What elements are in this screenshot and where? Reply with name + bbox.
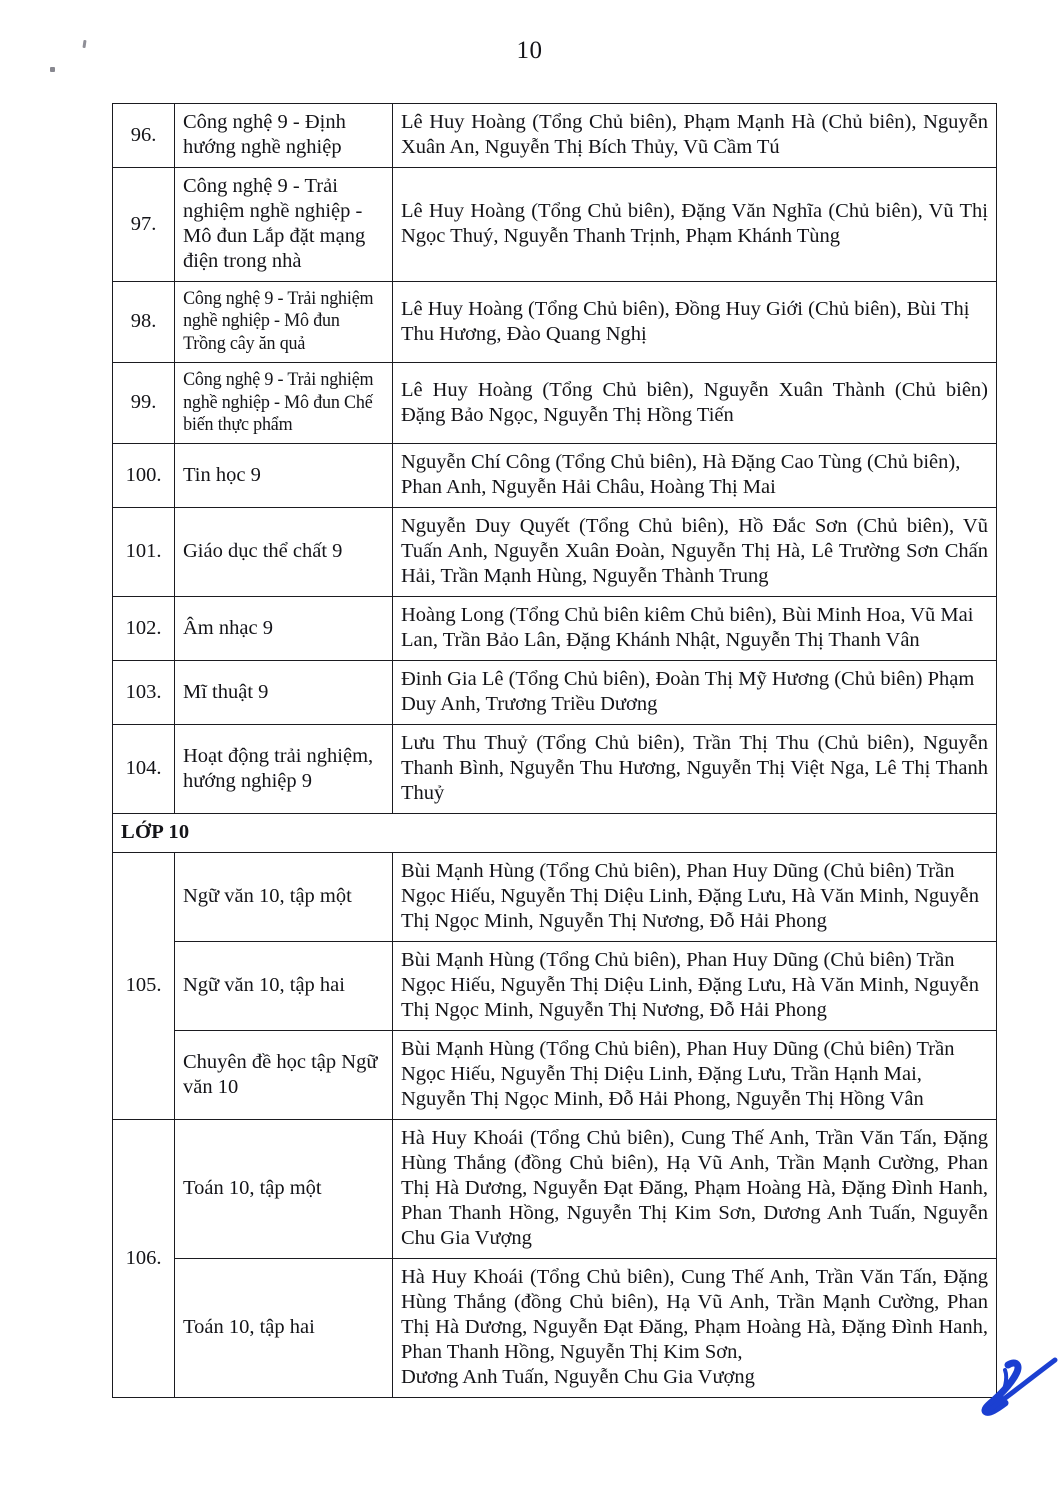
author-list-line: Hà Huy Khoái (Tổng Chủ biên), Cung Thế Anh, Trần Văn Tấn, Đặng Hùng Thắng (đồng Chủ biên), Hạ Vũ Anh, Trần Mạnh Cường, Phan Thị Hà Dương, Nguyễn Đạt Đăng, Phạm Hoàng Hà, Đặng Đình Hanh, Phan Thanh Hồng, Nguyễn Thị Kim Sơn, <box>401 1266 988 1364</box>
table-row <box>113 1120 997 1259</box>
table-row <box>113 1031 997 1120</box>
row-number: 100. <box>113 444 175 508</box>
table-row <box>113 942 997 1031</box>
table-row <box>113 168 997 282</box>
author-list: Lê Huy Hoàng (Tổng Chủ biên), Phạm Mạnh Hà (Chủ biên), Nguyễn Xuân An, Nguyễn Thị Bích Thủy, Vũ Cầm Tú <box>393 104 997 168</box>
book-title: Hoạt động trải nghiệm, hướng nghiệp 9 <box>175 725 393 814</box>
book-title: Công nghệ 9 - Trải nghiệm nghề nghiệp - Mô đun Trồng cây ăn quả <box>175 282 382 363</box>
group-heading-row <box>113 814 997 853</box>
book-title: Công nghệ 9 - Trải nghiệm nghề nghiệp - Mô đun Chế biến thực phẩm <box>175 363 382 444</box>
table-row <box>113 1259 997 1398</box>
book-title: Ngữ văn 10, tập hai <box>175 942 393 1031</box>
book-title: Mĩ thuật 9 <box>175 661 393 725</box>
row-number: 102. <box>113 597 175 661</box>
author-list: Đinh Gia Lê (Tổng Chủ biên), Đoàn Thị Mỹ Hương (Chủ biên) Phạm Duy Anh, Trương Triều Dương <box>393 661 997 725</box>
author-list: Nguyễn Chí Công (Tổng Chủ biên), Hà Đặng Cao Tùng (Chủ biên), Phan Anh, Nguyễn Hải Châu, Hoàng Thị Mai <box>393 444 997 508</box>
book-title: Chuyên đề học tập Ngữ văn 10 <box>175 1031 393 1120</box>
author-list: Lê Huy Hoàng (Tổng Chủ biên), Đồng Huy Giới (Chủ biên), Bùi Thị Thu Hương, Đào Quang Nghị <box>393 282 997 363</box>
row-number: 101. <box>113 508 175 597</box>
table-row <box>113 725 997 814</box>
author-list <box>393 1259 997 1398</box>
scan-speck <box>50 67 55 72</box>
row-number: 99. <box>113 363 175 444</box>
author-list: Lưu Thu Thuỷ (Tổng Chủ biên), Trần Thị Thu (Chủ biên), Nguyễn Thanh Bình, Nguyễn Thu Hương, Nguyễn Thị Việt Nga, Lê Thị Thanh Thuỷ <box>393 725 997 814</box>
textbook-list-table-wrapper <box>112 103 996 1398</box>
page-number: 10 <box>516 37 543 64</box>
book-title: Công nghệ 9 - Trải nghiệm nghề nghiệp - Mô đun Lắp đặt mạng điện trong nhà <box>175 168 393 282</box>
author-list: Hà Huy Khoái (Tổng Chủ biên), Cung Thế Anh, Trần Văn Tấn, Đặng Hùng Thắng (đồng Chủ biên), Hạ Vũ Anh, Trần Mạnh Cường, Phan Thị Hà Dương, Nguyễn Đạt Đăng, Phạm Hoàng Hà, Đặng Đình Hanh, Phan Thanh Hồng, Nguyễn Thị Kim Sơn, Dương Anh Tuấn, Nguyễn Chu Gia Vượng <box>393 1120 997 1259</box>
row-number: 97. <box>113 168 175 282</box>
book-title: Tin học 9 <box>175 444 393 508</box>
table-row <box>113 508 997 597</box>
book-title: Toán 10, tập hai <box>175 1259 393 1398</box>
author-list: Bùi Mạnh Hùng (Tổng Chủ biên), Phan Huy Dũng (Chủ biên) Trần Ngọc Hiếu, Nguyễn Thị Diệu Linh, Đặng Lưu, Hà Văn Minh, Nguyễn Thị Ngọc Minh, Nguyễn Thị Nương, Đỗ Hải Phong <box>393 942 997 1031</box>
table-row <box>113 104 997 168</box>
row-number: 104. <box>113 725 175 814</box>
author-list: Bùi Mạnh Hùng (Tổng Chủ biên), Phan Huy Dũng (Chủ biên) Trần Ngọc Hiếu, Nguyễn Thị Diệu Linh, Đặng Lưu, Hà Văn Minh, Nguyễn Thị Ngọc Minh, Nguyễn Thị Nương, Đỗ Hải Phong <box>393 853 997 942</box>
author-list: Lê Huy Hoàng (Tổng Chủ biên), Nguyễn Xuân Thành (Chủ biên) Đặng Bảo Ngọc, Nguyễn Thị Hồng Tiến <box>393 363 997 444</box>
table-row <box>113 444 997 508</box>
author-list: Hoàng Long (Tổng Chủ biên kiêm Chủ biên), Bùi Minh Hoa, Vũ Mai Lan, Trần Bảo Lân, Đặng Khánh Nhật, Nguyễn Thị Thanh Vân <box>393 597 997 661</box>
book-title: Giáo dục thể chất 9 <box>175 508 393 597</box>
table-row <box>113 661 997 725</box>
row-number: 103. <box>113 661 175 725</box>
book-title: Toán 10, tập một <box>175 1120 393 1259</box>
group-heading: LỚP 10 <box>113 814 997 853</box>
author-list: Lê Huy Hoàng (Tổng Chủ biên), Đặng Văn Nghĩa (Chủ biên), Vũ Thị Ngọc Thuý, Nguyễn Thanh Trịnh, Phạm Khánh Tùng <box>393 168 997 282</box>
table-row <box>113 363 997 444</box>
row-number: 106. <box>113 1120 175 1398</box>
table-row <box>113 597 997 661</box>
author-list-line: Dương Anh Tuấn, Nguyễn Chu Gia Vượng <box>401 1366 755 1389</box>
row-number: 96. <box>113 104 175 168</box>
book-title: Ngữ văn 10, tập một <box>175 853 393 942</box>
table-row <box>113 853 997 942</box>
book-title: Công nghệ 9 - Định hướng nghề nghiệp <box>175 104 393 168</box>
author-list: Bùi Mạnh Hùng (Tổng Chủ biên), Phan Huy Dũng (Chủ biên) Trần Ngọc Hiếu, Nguyễn Thị Diệu Linh, Đặng Lưu, Trần Hạnh Mai, Nguyễn Thị Ngọc Minh, Đỗ Hải Phong, Nguyễn Thị Hồng Vân <box>393 1031 997 1120</box>
row-number: 98. <box>113 282 175 363</box>
book-title: Âm nhạc 9 <box>175 597 393 661</box>
row-number: 105. <box>113 853 175 1120</box>
textbook-list-table <box>112 103 997 1398</box>
table-row <box>113 282 997 363</box>
author-list: Nguyễn Duy Quyết (Tổng Chủ biên), Hồ Đắc Sơn (Chủ biên), Vũ Tuấn Anh, Nguyễn Xuân Đoàn, Nguyễn Thị Hà, Lê Trường Sơn Chấn Hải, Trần Mạnh Hùng, Nguyễn Thành Trung <box>393 508 997 597</box>
